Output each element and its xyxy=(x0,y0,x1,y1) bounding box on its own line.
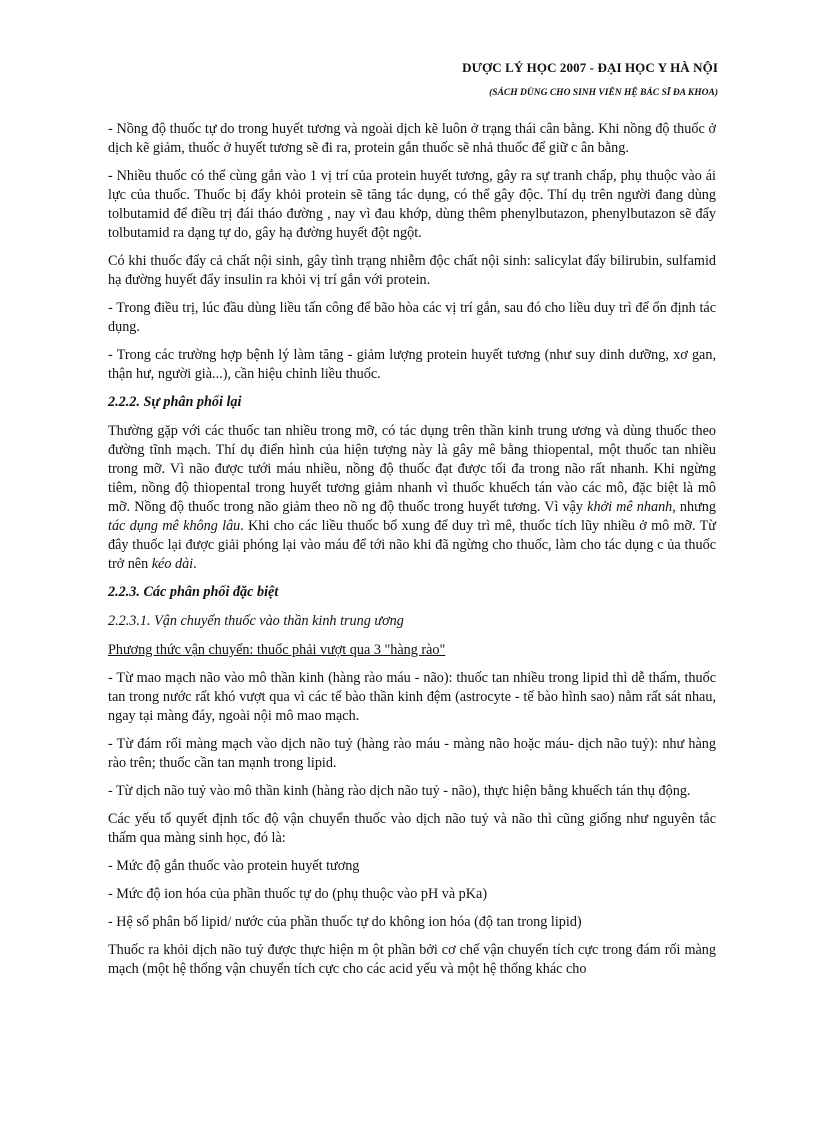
paragraph-6-emphasis-3: kéo dài xyxy=(151,556,194,572)
paragraph-7: - Từ mao mạch não vào mô thần kinh (hàng rào máu - não): thuốc tan nhiều trong lipid thì dễ thấm, thuốc tan trong nước rất khó vượt qua vì các tế bào thần kinh đệm (astrocyte - tế bào hình sao) nằm rất sát nhau, ngay tại màng đáy, ngoài nội mô mao mạch. xyxy=(108,670,716,724)
paragraph-1: - Nồng độ thuốc tự do trong huyết tương và ngoài dịch kẽ luôn ở trạng thái cân bằng. Khi nồng độ thuốc ở dịch kẽ giảm, thuốc ở huyết tương sẽ đi ra, protein gắn thuốc sẽ nhả thuốc để giữ c ân bằng. xyxy=(108,121,716,156)
underlined-heading: Phương thức vận chuyển: thuốc phải vượt qua 3 "hàng rào" xyxy=(108,642,446,658)
paragraph-13: - Hệ số phân bố lipid/ nước của phần thuốc tự do không ion hóa (độ tan trong lipid) xyxy=(108,914,582,930)
paragraph-6-text-a: Thường gặp với các thuốc tan nhiều trong mỡ, có tác dụng trên thần kinh trung ương và dùng thuốc theo đường tĩnh mạch. Thí dụ điển hình của hiện tượng này là gây mê bằng thiopental, một thuốc tan nhiều trong mỡ. Vì não được tưới máu nhiều, nồng độ thuốc đạt được tối đa trong não rất nhanh. Khi ngừng tiêm, nồng độ thiopental trong huyết tương giảm nhanh vì thuốc khuếch tán vào các mô, đặc biệt là mô mỡ. Nồng độ thuốc trong não giảm theo nồ ng độ thuốc trong huyết tương. Vì vậy xyxy=(108,423,716,515)
paragraph-9: - Từ dịch não tuỷ vào mô thần kinh (hàng rào dịch não tuỷ - não), thực hiện bằng khuếch tán thụ động. xyxy=(108,783,691,799)
paragraph-6-emphasis-2: tác dụng mê không lâu xyxy=(108,518,241,534)
paragraph-6-emphasis-1: khởi mê nhanh xyxy=(587,499,673,515)
paragraph-14: Thuốc ra khỏi dịch não tuỷ được thực hiện m ột phần bởi cơ chế vận chuyển tích cực trong đám rối màng mạch (một hệ thống vận chuyển tích cực cho các acid yếu và một hệ thống khác cho xyxy=(108,942,716,977)
page-header xyxy=(462,60,718,98)
paragraph-3: Có khi thuốc đẩy cả chất nội sinh, gây tình trạng nhiễm độc chất nội sinh: salicylat đẩy bilirubin, sulfamid hạ đường huyết đẩy insulin ra khỏi vị trí gắn với protein. xyxy=(108,253,716,288)
section-heading-2-2-3: 2.2.3. Các phân phối đặc biệt xyxy=(108,584,279,600)
paragraph-6-text-b: , nhưng xyxy=(672,499,716,515)
paragraph-6 xyxy=(108,422,716,574)
subsection-heading-2-2-3-1: 2.2.3.1. Vận chuyển thuốc vào thần kinh trung ương xyxy=(108,613,404,629)
paragraph-6-text-d: . xyxy=(193,556,197,572)
paragraph-11: - Mức độ gắn thuốc vào protein huyết tương xyxy=(108,858,360,874)
paragraph-2: - Nhiều thuốc có thể cùng gắn vào 1 vị trí của protein huyết tương, gây ra sự tranh chấp, phụ thuộc vào ái lực của thuốc. Thuốc bị đẩy khỏi protein sẽ tăng tác dụng, có thể gây độc. Thí dụ trên người đang dùng tolbutamid để điều trị đái tháo đường , nay vì đau khớp, dùng thêm phenylbutazon, phenylbutazon sẽ đẩy tolbutamid ra dạng tự do, gây hạ đường huyết đột ngột. xyxy=(108,168,716,241)
document-body xyxy=(108,120,716,988)
paragraph-12: - Mức độ ion hóa của phần thuốc tự do (phụ thuộc vào pH và pKa) xyxy=(108,886,488,902)
header-subtitle: (SÁCH DÙNG CHO SINH VIÊN HỆ BÁC SĨ ĐA KHOA) xyxy=(489,88,718,98)
paragraph-4: - Trong điều trị, lúc đầu dùng liều tấn công để bão hòa các vị trí gắn, sau đó cho liều duy trì để ổn định tác dụng. xyxy=(108,300,716,335)
paragraph-5: - Trong các trường hợp bệnh lý làm tăng - giảm lượng protein huyết tương (như suy dinh dưỡng, xơ gan, thận hư, người già...), cần hiệu chỉnh liều thuốc. xyxy=(108,347,716,382)
paragraph-6-text-c: . Khi cho các liều thuốc bổ xung để duy trì mê, thuốc tích lũy nhiều ở mô mỡ. Từ đây thuốc lại được giải phóng lại vào máu để tới não khi đã ngừng cho thuốc, làm cho tác dụng c ủa thuốc trở nên xyxy=(108,518,716,572)
section-heading-2-2-2: 2.2.2. Sự phân phối lại xyxy=(108,394,242,410)
paragraph-10: Các yếu tố quyết định tốc độ vận chuyển thuốc vào dịch não tuỷ và não thì cũng giống như nguyên tắc thấm qua màng sinh học, đó là: xyxy=(108,811,716,846)
header-title: DƯỢC LÝ HỌC 2007 - ĐẠI HỌC Y HÀ NỘI xyxy=(462,60,718,75)
paragraph-8: - Từ đám rối màng mạch vào dịch não tuỷ (hàng rào máu - màng não hoặc máu- dịch não tuỷ): như hàng rào trên; thuốc cần tan mạnh trong lipid. xyxy=(108,736,716,771)
